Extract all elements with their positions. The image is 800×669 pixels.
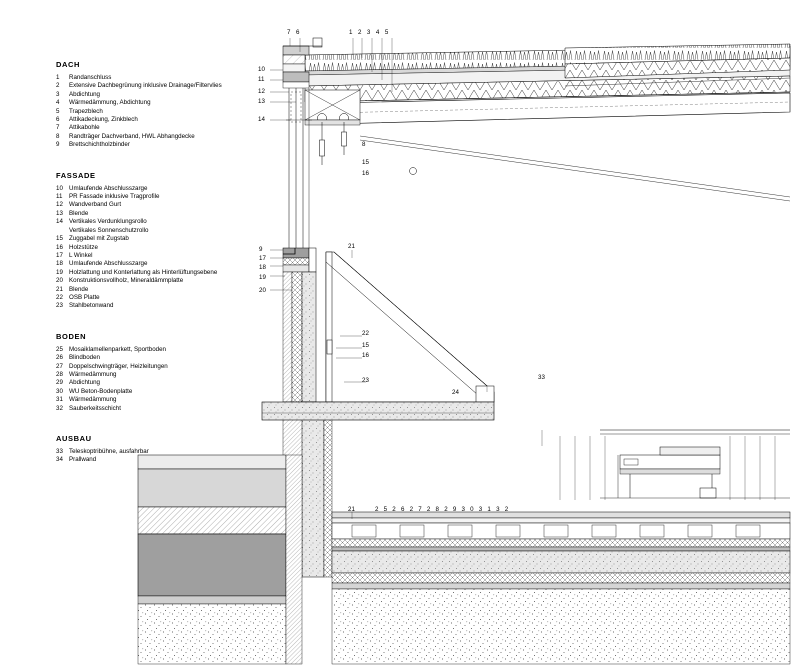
legend-section-title-ausbau: AUSBAU <box>56 434 92 443</box>
legend-item-number: 8 <box>56 132 60 140</box>
legend-item-label: Umlaufende Abschlusszarge <box>69 260 148 268</box>
legend-item-number: 18 <box>56 260 63 268</box>
legend-item-label: Holzlattung und Konterlattung als Hinterlüftungsebene <box>69 268 218 276</box>
callout-number: 32 <box>496 506 514 513</box>
callout-number-16b: 16 <box>362 352 369 359</box>
legend-item-number: 31 <box>56 396 63 404</box>
legend-item-number: 26 <box>56 354 63 362</box>
callout-number: 6 <box>295 29 305 36</box>
legend-item-label: Vertikales Sonnenschutzrollo <box>69 226 149 234</box>
callout-number-8: 8 <box>362 141 366 148</box>
callout-number-18: 18 <box>259 264 266 271</box>
legend-item-number: 5 <box>56 107 60 115</box>
mid-connection-zone <box>283 248 316 272</box>
callout-number: 26 <box>392 506 410 513</box>
legend-item-number: 12 <box>56 201 63 209</box>
legend-item-label: WU Beton-Bodenplatte <box>69 387 133 395</box>
legend-section-title-boden: BODEN <box>56 331 87 341</box>
callout-number: 2 <box>357 29 367 36</box>
concrete-slab <box>262 402 494 420</box>
callout-number-19: 19 <box>259 274 266 281</box>
legend-item-label: Teleskoptribühne, ausfahrbar <box>69 448 149 455</box>
callout-number: 28 <box>426 506 445 513</box>
legend-item-label: Blende <box>69 285 89 293</box>
legend-item-label: L Winkel <box>69 251 93 259</box>
callout-number: 30 <box>461 506 479 513</box>
callout-number: 1 <box>349 29 358 36</box>
legend-item-label: Attikabohle <box>69 124 100 132</box>
legend-item-number: 34 <box>56 456 63 464</box>
legend-item-label: Holzstütze <box>69 243 98 251</box>
legend-item-number: 33 <box>56 448 63 455</box>
legend-item-number: 27 <box>56 362 63 370</box>
legend-item-label: Vertikales Verdunklungsrollo <box>69 218 147 226</box>
callout-number-15b: 15 <box>362 342 369 349</box>
callout-number: 4 <box>375 29 385 36</box>
legend-item-number: 7 <box>56 124 60 132</box>
callout-number: 7 <box>287 29 296 36</box>
legend-item-number: 9 <box>56 141 60 149</box>
callout-row-roof-top-right <box>349 29 394 36</box>
legend-item-label: Wandverband Gurt <box>69 201 122 209</box>
callout-row-roof-top-left <box>287 29 305 36</box>
legend-item-label: Wärmedämmung <box>69 370 117 378</box>
legend-item-label: OSB Platte <box>69 293 100 301</box>
legend-item-number: 25 <box>56 345 63 353</box>
triangular-brace <box>326 252 494 402</box>
legend-item-number: 21 <box>56 285 63 293</box>
legend-item-number: 11 <box>56 193 63 201</box>
callout-number: 27 <box>409 506 427 513</box>
legend-item-label: Trapezblech <box>69 107 103 115</box>
legend-item-label: Zuggabel mit Zugstab <box>69 235 129 243</box>
legend-item-number: 29 <box>56 379 63 387</box>
legend-item-label: PR Fassade inklusive Tragprofile <box>69 193 160 201</box>
callout-number-17: 17 <box>259 255 266 262</box>
callout-number-14: 14 <box>258 116 265 123</box>
legend-item-number: 30 <box>56 387 63 395</box>
legend-item-label: Wärmedämmung <box>69 396 117 404</box>
legend-section-title-dach: DACH <box>56 60 81 69</box>
legend-item-number: 23 <box>56 302 63 310</box>
legend-item-number: 10 <box>56 184 63 192</box>
callout-number: 5 <box>384 29 394 36</box>
legend-item-label: Abdichtung <box>69 379 100 387</box>
detail-geometry <box>138 38 790 664</box>
legend-item-number: 14 <box>56 218 63 226</box>
legend-item-label: Sauberkeitsschicht <box>69 404 121 412</box>
legend-item-label: Attikadeckung, Zinkblech <box>69 116 138 124</box>
callout-number-22: 22 <box>362 330 369 337</box>
callout-number-15: 15 <box>362 159 369 166</box>
callout-number-21: 21 <box>348 243 355 250</box>
callout-number-24: 24 <box>452 389 459 396</box>
callout-number-13: 13 <box>258 98 265 105</box>
callout-number-33: 33 <box>538 374 545 381</box>
callout-number: 3 <box>366 29 376 36</box>
legend-item-label: Mosaiklamellenparkett, Sportboden <box>69 345 166 353</box>
callout-number-16: 16 <box>362 170 369 177</box>
legend-item-label: Prallwand <box>69 456 97 464</box>
legend-item-label: Konstruktionsvollholz, Mineraldämmplatte <box>69 277 184 285</box>
legend-item-number: 22 <box>56 293 63 301</box>
legend-item-label: Randträger Dachverband, HWL Abhangdecke <box>69 132 195 140</box>
floor-buildup <box>332 512 790 664</box>
legend-item-number: 2 <box>56 82 60 90</box>
callout-number-12: 12 <box>258 88 265 95</box>
callout-number-21-floor: 21 <box>348 506 355 513</box>
callout-number-11: 11 <box>258 76 265 83</box>
legend-section-title-fassade: FASSADE <box>56 170 96 180</box>
callout-row-floor <box>375 506 513 513</box>
legend-item-number: 19 <box>56 268 63 276</box>
legend-item-number: 1 <box>56 74 60 81</box>
callout-number: 31 <box>478 506 497 513</box>
legend-item-label: Abdichtung <box>69 90 100 98</box>
legend-item-label: Randanschluss <box>69 74 112 81</box>
callout-number-23: 23 <box>362 377 369 384</box>
legend-item-label: Extensive Dachbegrünung inklusive Drainage/Filtervlies <box>69 82 222 90</box>
legend-item-number: 28 <box>56 370 63 378</box>
legend-item-number: 32 <box>56 404 63 412</box>
legend-item-number: 16 <box>56 243 63 251</box>
callout-number-9: 9 <box>259 246 263 253</box>
legend-item-label: Blindboden <box>69 354 100 362</box>
legend-item-number: 13 <box>56 209 63 217</box>
legend-item-label: Blende <box>69 209 89 217</box>
legend-item-label: Brettschichtholzbinder <box>69 141 130 149</box>
callout-number-10: 10 <box>258 66 265 73</box>
callout-number: 25 <box>375 506 393 513</box>
telescopic-tribune <box>600 430 790 498</box>
legend-item-label: Doppelschwingträger, Heizleitungen <box>69 362 168 370</box>
legend-item-label: Wärmedämmung, Abdichtung <box>69 99 151 107</box>
legend-item-number: 17 <box>56 251 63 259</box>
legend-item-number: 6 <box>56 116 60 124</box>
lower-left-section <box>138 455 302 664</box>
legend-item-number: 3 <box>56 90 60 98</box>
legend-item-number: 20 <box>56 277 63 285</box>
legend-item-label: Umlaufende Abschlusszarge <box>69 184 148 192</box>
legend-item-number: 15 <box>56 235 63 243</box>
legend-item-number: 4 <box>56 99 60 107</box>
legend-item-label: Stahlbetonwand <box>69 302 114 310</box>
callout-number-20: 20 <box>259 287 266 294</box>
callout-number: 29 <box>444 506 462 513</box>
